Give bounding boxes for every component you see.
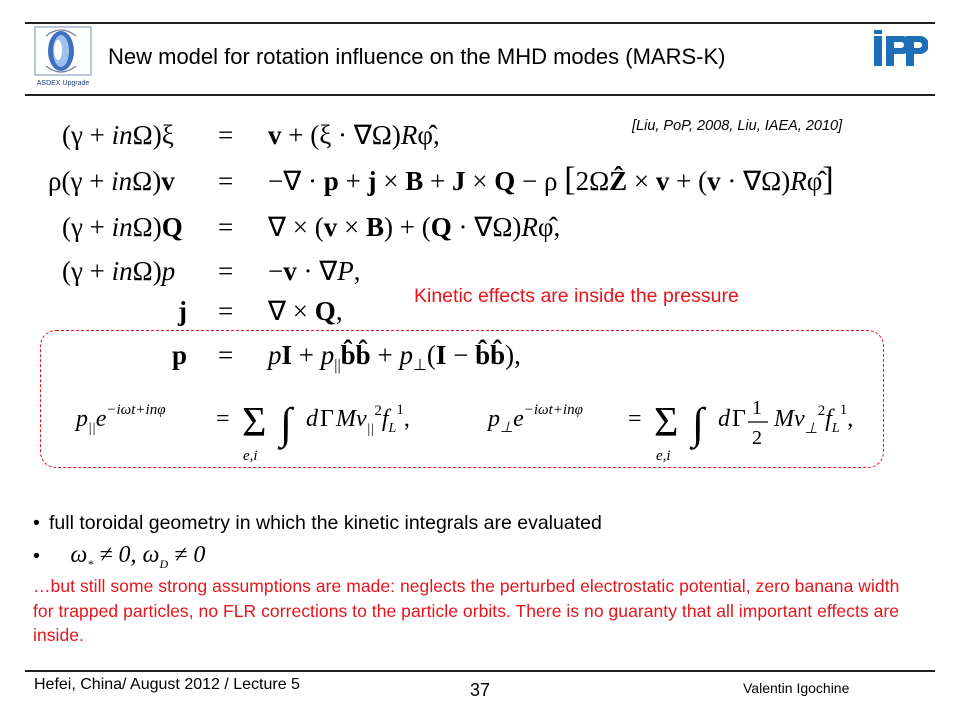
header-bottom-rule (25, 94, 935, 96)
header-top-rule (25, 22, 935, 24)
bullet-item (33, 542, 205, 572)
svg-text:∫: ∫ (692, 399, 705, 448)
footer-author: Valentin Igochine (743, 680, 850, 696)
ipp-logo (870, 30, 928, 88)
svg-text:Γ: Γ (320, 406, 334, 432)
slide-title: New model for rotation influence on the MHD modes (MARS-K) (108, 44, 726, 69)
svg-text:∫: ∫ (280, 399, 293, 448)
kinetic-pressure-box (40, 330, 884, 468)
svg-text:−v · ∇P,: −v · ∇P, (268, 256, 361, 286)
svg-text:Σ: Σ (654, 400, 679, 446)
svg-text:=: = (628, 406, 642, 432)
svg-text:∇ × Q,: ∇ × Q, (268, 296, 343, 326)
logo-caption: ASDEX Upgrade (36, 80, 90, 87)
footer-rule (25, 670, 935, 672)
svg-text:=: = (218, 256, 234, 286)
bullet-dot: • (33, 545, 40, 567)
kinetic-effects-note: Kinetic effects are inside the pressure (414, 285, 739, 307)
reference-citation: [Liu, PoP, 2008, Liu, IAEA, 2010] (632, 118, 843, 134)
eq1-lhs: (γ + inΩ)ξ (62, 120, 174, 150)
svg-text:=: = (218, 120, 234, 150)
bullet-item (33, 512, 602, 535)
svg-text:1: 1 (752, 397, 762, 419)
eq5-lhs: j (178, 296, 187, 326)
assumptions-paragraph: …but still some strong assumptions are made: neglects the perturbed electrostatic potential, zero banana width for trapped particles, no FLR corrections to the particle orbits. There is no guaranty that all important effects are inside. (33, 576, 900, 645)
eq4-lhs: (γ + inΩ)p (62, 256, 176, 286)
svg-text:Mv||2fL1,: $Mv_{||}^2f_L^1$, (336, 402, 410, 437)
svg-text:=: = (218, 166, 234, 196)
svg-text:Γ: Γ (732, 406, 746, 432)
svg-text:pI + p||b̂b̂ + p⊥(I − b̂b̂),: pI + $p_{||}b̂b̂ + p_\perp(I$ − b̂b̂), (268, 340, 521, 374)
svg-text:=: = (218, 340, 234, 370)
eq2-lhs: ρ(γ + inΩ)v (48, 166, 175, 196)
bullet-dot: • (33, 512, 40, 534)
svg-text:=: = (216, 406, 230, 432)
svg-text:2: 2 (752, 427, 762, 449)
svg-text:e,i: e,i (243, 448, 258, 464)
svg-text:e,i: e,i (656, 448, 671, 464)
page-number: 37 (470, 680, 491, 700)
eq3-lhs: (γ + inΩ)Q (62, 212, 183, 242)
svg-text:Mv⊥2fL1,: $Mv_\perp^2f_L^1$, (774, 402, 854, 437)
omega-condition: $\omega_* \ne 0$, $\omega_D \ne 0$ (70, 542, 206, 571)
svg-text:=: = (218, 296, 234, 326)
svg-text:d: d (306, 406, 318, 432)
svg-text:d: d (718, 406, 730, 432)
svg-text:p||e−iωt+inφ: $p_{||}e^{-i\omega t+in\varphi}$ (76, 402, 166, 436)
svg-text:p⊥e−iωt+inφ: $p_\perp e^{-i\omega t+in\varphi}$ (488, 402, 583, 436)
footer-location: Hefei, China/ August 2012 / Lecture 5 (34, 676, 300, 693)
asdex-upgrade-logo (34, 26, 92, 88)
svg-text:v + (ξ · ∇Ω)Rφ̂,: v + (ξ · ∇Ω)Rφ̂, (268, 120, 440, 150)
eq6-lhs: p (172, 340, 188, 370)
svg-text:∇ × (v × B) + (Q · ∇Ω)Rφ̂,: ∇ × (v × B) + (Q · ∇Ω)Rφ̂, (268, 212, 561, 242)
bullet-text: full toroidal geometry in which the kinetic integrals are evaluated (49, 512, 602, 534)
svg-text:−∇ · p + j × B + J × Q − ρ [2Ω: −∇ · p + j × B + J × Q − ρ [2ΩẐ × v + (v · ∇Ω)Rφ̂] (268, 161, 834, 198)
svg-text:=: = (218, 212, 234, 242)
svg-text:Σ: Σ (242, 400, 267, 446)
